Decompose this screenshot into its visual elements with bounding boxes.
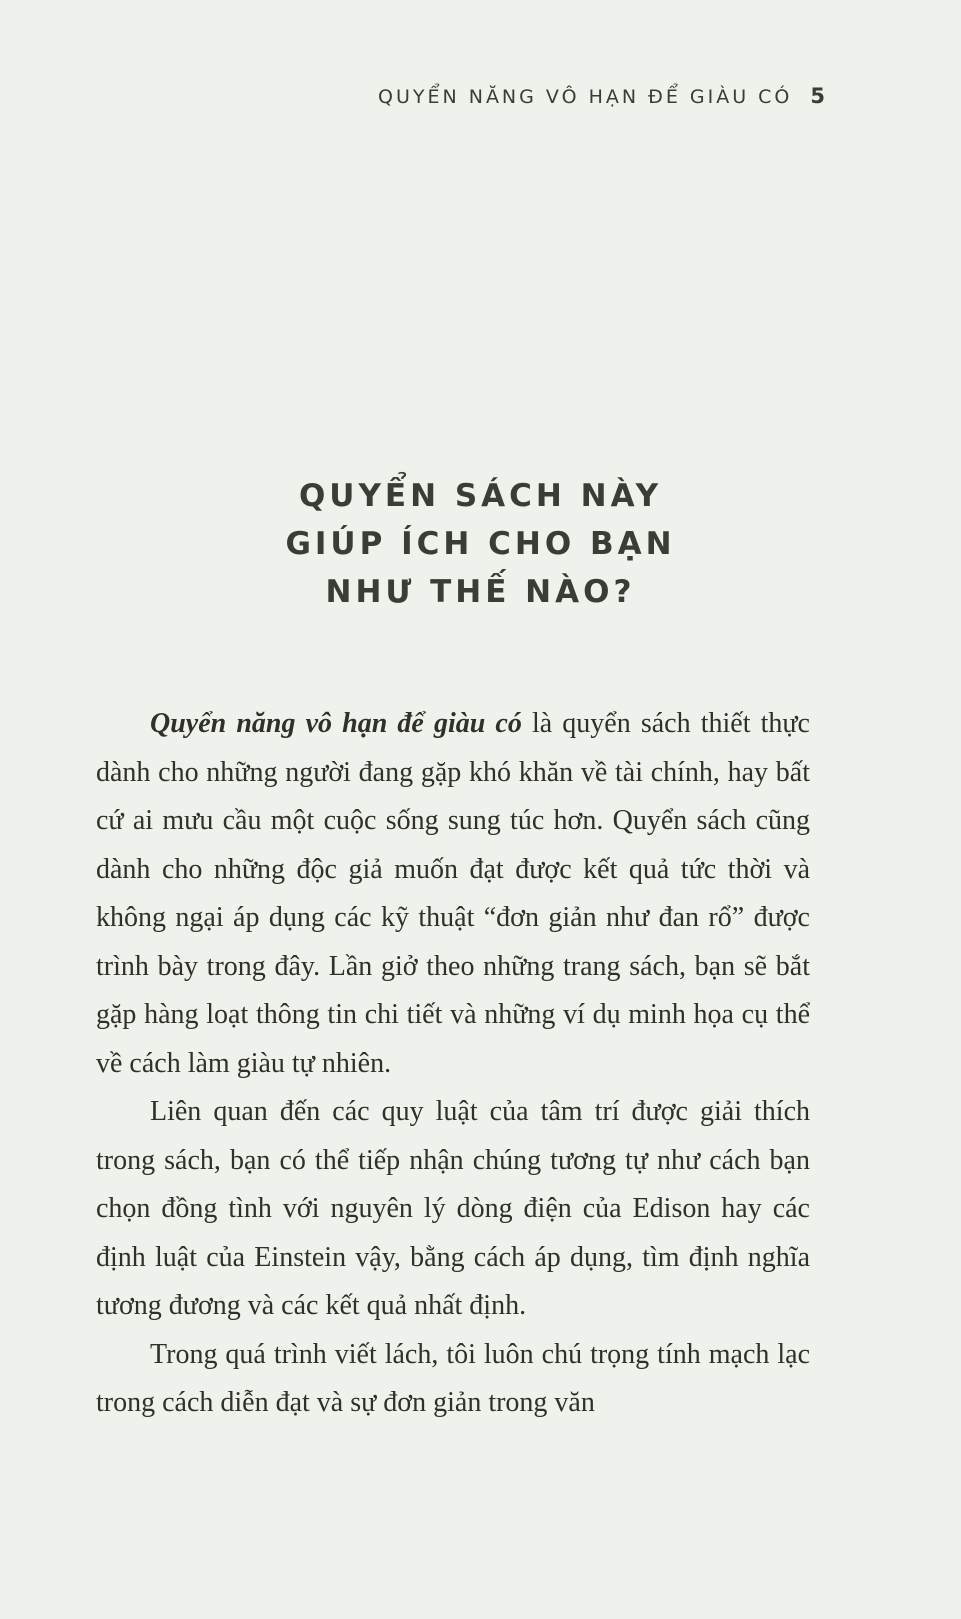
- paragraph-text: Liên quan đến các quy luật của tâm trí được giải thích trong sách, bạn có thể tiếp nhận chúng tương tự như cách bạn chọn đồng tình với nguyên lý dòng điện của Edison hay các định luật của Einstein vậy, bằng cách áp dụng, tìm định nghĩa tương đương và các kết quả nhất định.: [96, 1096, 810, 1321]
- paragraph-text: Trong quá trình viết lách, tôi luôn chú trọng tính mạch lạc trong cách diễn đạt và sự đơn giản trong văn: [96, 1338, 810, 1418]
- chapter-title: [0, 472, 961, 616]
- paragraph: [96, 1088, 810, 1331]
- book-title-emphasis: Quyển năng vô hạn để giàu có: [150, 708, 522, 739]
- body-text: [96, 700, 810, 1428]
- running-title: QUYỂN NĂNG VÔ HẠN ĐỂ GIÀU CÓ: [378, 86, 793, 108]
- running-header: [378, 84, 825, 108]
- chapter-title-line: QUYỂN SÁCH NÀY: [298, 478, 663, 514]
- paragraph-text: là quyển sách thiết thực dành cho những người đang gặp khó khăn về tài chính, hay bất cứ ai mưu cầu một cuộc sống sung túc hơn. Quyển sách cũng dành cho những độc giả muốn đạt được kết quả tức thời và không ngại áp dụng các kỹ thuật “đơn giản như đan rổ” được trình bày trong đây. Lần giở theo những trang sách, bạn sẽ bắt gặp hàng loạt thông tin chi tiết và những ví dụ minh họa cụ thể về cách làm giàu tự nhiên.: [96, 708, 810, 1079]
- page-number: 5: [810, 84, 825, 108]
- chapter-title-line: GIÚP ÍCH CHO BẠN: [285, 526, 676, 562]
- paragraph: [96, 1331, 810, 1428]
- chapter-title-line: NHƯ THẾ NÀO?: [325, 574, 636, 610]
- paragraph: [96, 700, 810, 1088]
